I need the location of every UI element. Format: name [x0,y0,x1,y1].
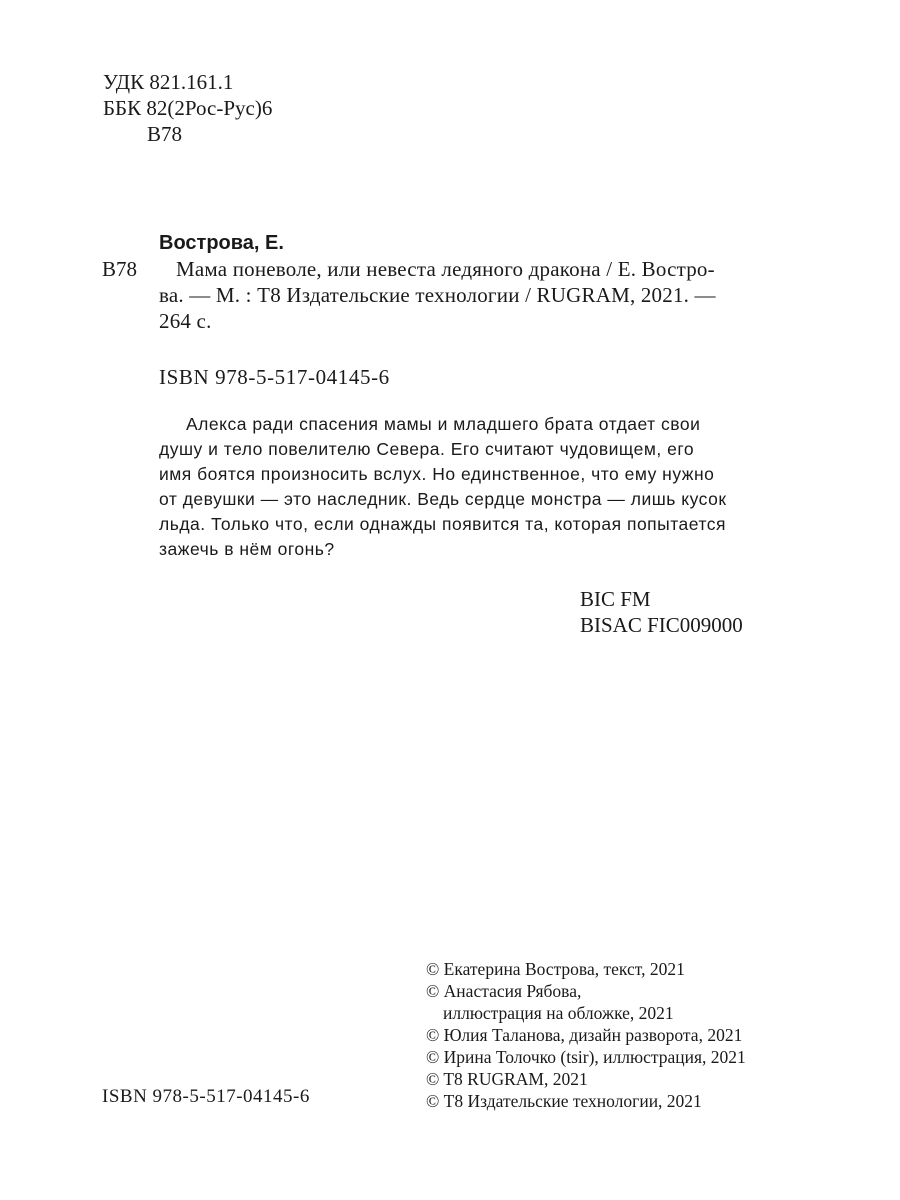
copyright-line: © Юлия Таланова, дизайн разворота, 2021 [426,1025,743,1045]
copyright-line: © Анастасия Рябова, [426,981,582,1001]
author-sign: В78 [147,122,183,146]
description-line: 264 с. [159,309,212,333]
description-line: ва. — М. : Т8 Издательские технологии / RUGRAM, 2021. — [159,283,716,307]
bibliographic-code: В78 [102,257,138,281]
udk-code: УДК 821.161.1 [103,70,234,94]
annotation-line: зажечь в нём огонь? [159,539,335,559]
annotation-line: душу и тело повелителю Севера. Его считают чудовищем, его [159,439,695,459]
isbn-bottom: ISBN 978-5-517-04145-6 [102,1086,310,1107]
classification-block [103,69,272,147]
copyright-line: © Т8 Издательские технологии, 2021 [426,1091,702,1111]
copyright-notices [426,958,746,1112]
annotation-line: имя боятся произносить вслух. Но единственное, что ему нужно [159,464,715,484]
bisac-code: BISAC FIC009000 [580,613,743,637]
annotation [159,412,759,562]
annotation-line: от девушки — это наследник. Ведь сердце монстра — лишь кусок [159,489,727,509]
annotation-line: Алекса ради спасения мамы и младшего брата отдает свои [186,414,701,434]
bic-code: BIC FM [580,587,651,611]
copyright-line: иллюстрация на обложке, 2021 [443,1003,674,1023]
description-line: Мама поневоле, или невеста ледяного дракона / Е. Востро- [176,257,715,281]
copyright-line: © Екатерина Вострова, текст, 2021 [426,959,685,979]
bibliographic-record [102,230,782,334]
annotation-line: льда. Только что, если однажды появится та, которая попытается [159,514,726,534]
author-name: Вострова, Е. [159,232,284,254]
isbn-main: ISBN 978-5-517-04145-6 [159,365,390,389]
subject-codes [580,586,743,638]
copyright-line: © Ирина Толочко (tsir), иллюстрация, 2021 [426,1047,746,1067]
bibliographic-description [102,256,782,334]
copyright-line: © T8 RUGRAM, 2021 [426,1069,588,1089]
bbk-code: ББК 82(2Рос-Рус)6 [103,96,273,120]
